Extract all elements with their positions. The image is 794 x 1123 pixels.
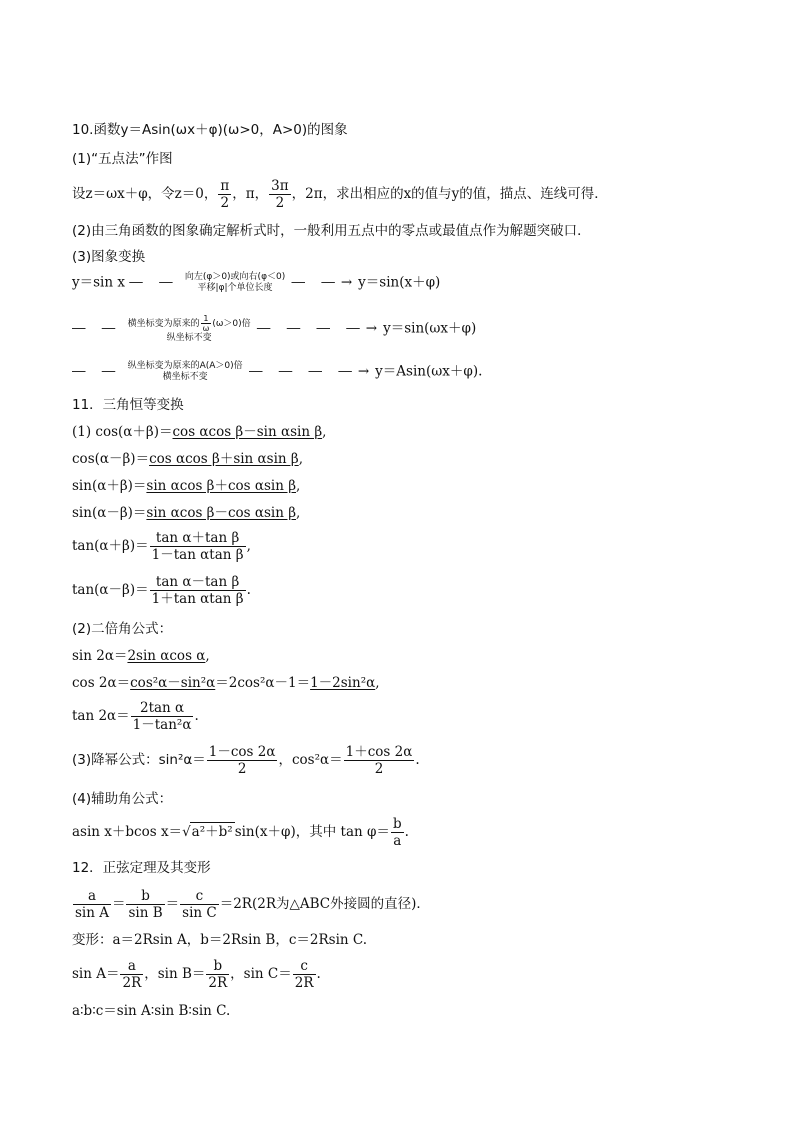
formula-sin-double: sin 2α＝2sin αcos α,: [72, 648, 210, 664]
five-point-text: 设z＝ωx＋φ，令z＝0， $\frac{\pi}{2}$ ，π， $\frac{3\pi}{2}$ ，2π，求出相应的x的值与y的值，描点、连线可得．: [72, 178, 608, 211]
power-reduction-formula: (3)降幂公式：sin²α＝ $\frac{1-\cos 2\alpha}{2}$ ，cos²α＝ $\frac{1+\cos 2\alpha}{2}$ .: [72, 744, 420, 777]
transform-step-3: ― ― 纵坐标变为原来的A(A＞0)倍 横坐标不变 ― ― ― ―→y＝Asin(ωx＋φ).: [72, 361, 483, 382]
formula-sin-sum: sin(α＋β)＝sin αcos β＋cos αsin β,: [72, 478, 301, 494]
formula-cos-sum: (1) cos(α＋β)＝cos αcos β－sin αsin β,: [72, 424, 327, 440]
determine-formula-text: (2)由三角函数的图象确定解析式时，一般利用五点中的零点或最值点作为解题突破口．: [72, 223, 591, 239]
transform-arrow-3: 纵坐标变为原来的A(A＞0)倍 横坐标不变: [127, 361, 243, 382]
section-11-title: 11．三角恒等变换: [72, 397, 184, 413]
five-point-heading: (1)“五点法”作图: [72, 151, 173, 167]
auxiliary-angle-heading: (4)辅助角公式：: [72, 791, 173, 807]
formula-tan-sum: tan(α＋β)＝ $\frac{\text{tan α＋tan β}}{\text{1－tan αtan β}}$ ,: [72, 530, 251, 563]
side-ratio-formula: a∶b∶c＝sin A∶sin B∶sin C.: [72, 1003, 231, 1019]
fraction-pi-over-2: $\frac{\pi}{2}$: [220, 178, 230, 211]
section-12-title: 12．正弦定理及其变形: [72, 860, 211, 876]
formula-tan-diff: tan(α－β)＝ $\frac{\text{tan α－tan β}}{\text{1＋tan αtan β}}$ .: [72, 574, 251, 607]
formula-sin-diff: sin(α－β)＝sin αcos β－cos αsin β,: [72, 505, 301, 521]
graph-transform-heading: (3)图象变换: [72, 249, 146, 265]
formula-tan-double: tan 2α＝ $\frac{\text{2tan α}}{\text{1－tan²α}}$ .: [72, 700, 199, 733]
law-of-sines-variant: 变形：a＝2Rsin A，b＝2Rsin B，c＝2Rsin C.: [72, 932, 368, 948]
fraction-3pi-over-2: $\frac{3\pi}{2}$: [271, 178, 289, 211]
formula-cos-diff: cos(α－β)＝cos αcos β＋sin αsin β,: [72, 451, 303, 467]
transform-step-2: ― ― 横坐标变为原来的 $\frac{1}{\omega}$ (ω＞0)倍 纵坐标不变 ― ― ― ―→y＝sin(ωx＋φ): [72, 314, 477, 343]
formula-cos-double: cos 2α＝cos²α－sin²α＝2cos²α－1＝1－2sin²α,: [72, 675, 380, 691]
section-10-title: 10.函数y＝Asin(ωx＋φ)(ω>0，A>0)的图象: [72, 122, 348, 138]
transform-step-1: y＝sin x ― ― 向左(φ＞0)或向右(φ＜0) 平移|φ|个单位长度 ― ―→y＝sin(x＋φ): [72, 272, 441, 293]
transform-arrow-2: 横坐标变为原来的 $\frac{1}{\omega}$ (ω＞0)倍 纵坐标不变: [127, 314, 251, 343]
law-of-sines: $\frac{a}{\text{sin A}}$ ＝ $\frac{b}{\text{sin B}}$ ＝ $\frac{c}{\text{sin C}}$ ＝2R(2R为△ABC外接圆的直径)．: [75, 888, 430, 921]
double-angle-heading: (2)二倍角公式：: [72, 621, 173, 637]
sine-ratio-formulas: sin A＝ $\frac{a}{2R}$ ，sin B＝ $\frac{b}{2R}$ ，sin C＝ $\frac{c}{2R}$ .: [72, 958, 321, 991]
transform-arrow-1: 向左(φ＞0)或向右(φ＜0) 平移|φ|个单位长度: [184, 272, 286, 293]
auxiliary-angle-formula: asin x＋bcos x＝√a²＋b² sin(x＋φ)，其中 tan φ＝ $\frac{b}{a}$ .: [72, 816, 409, 849]
